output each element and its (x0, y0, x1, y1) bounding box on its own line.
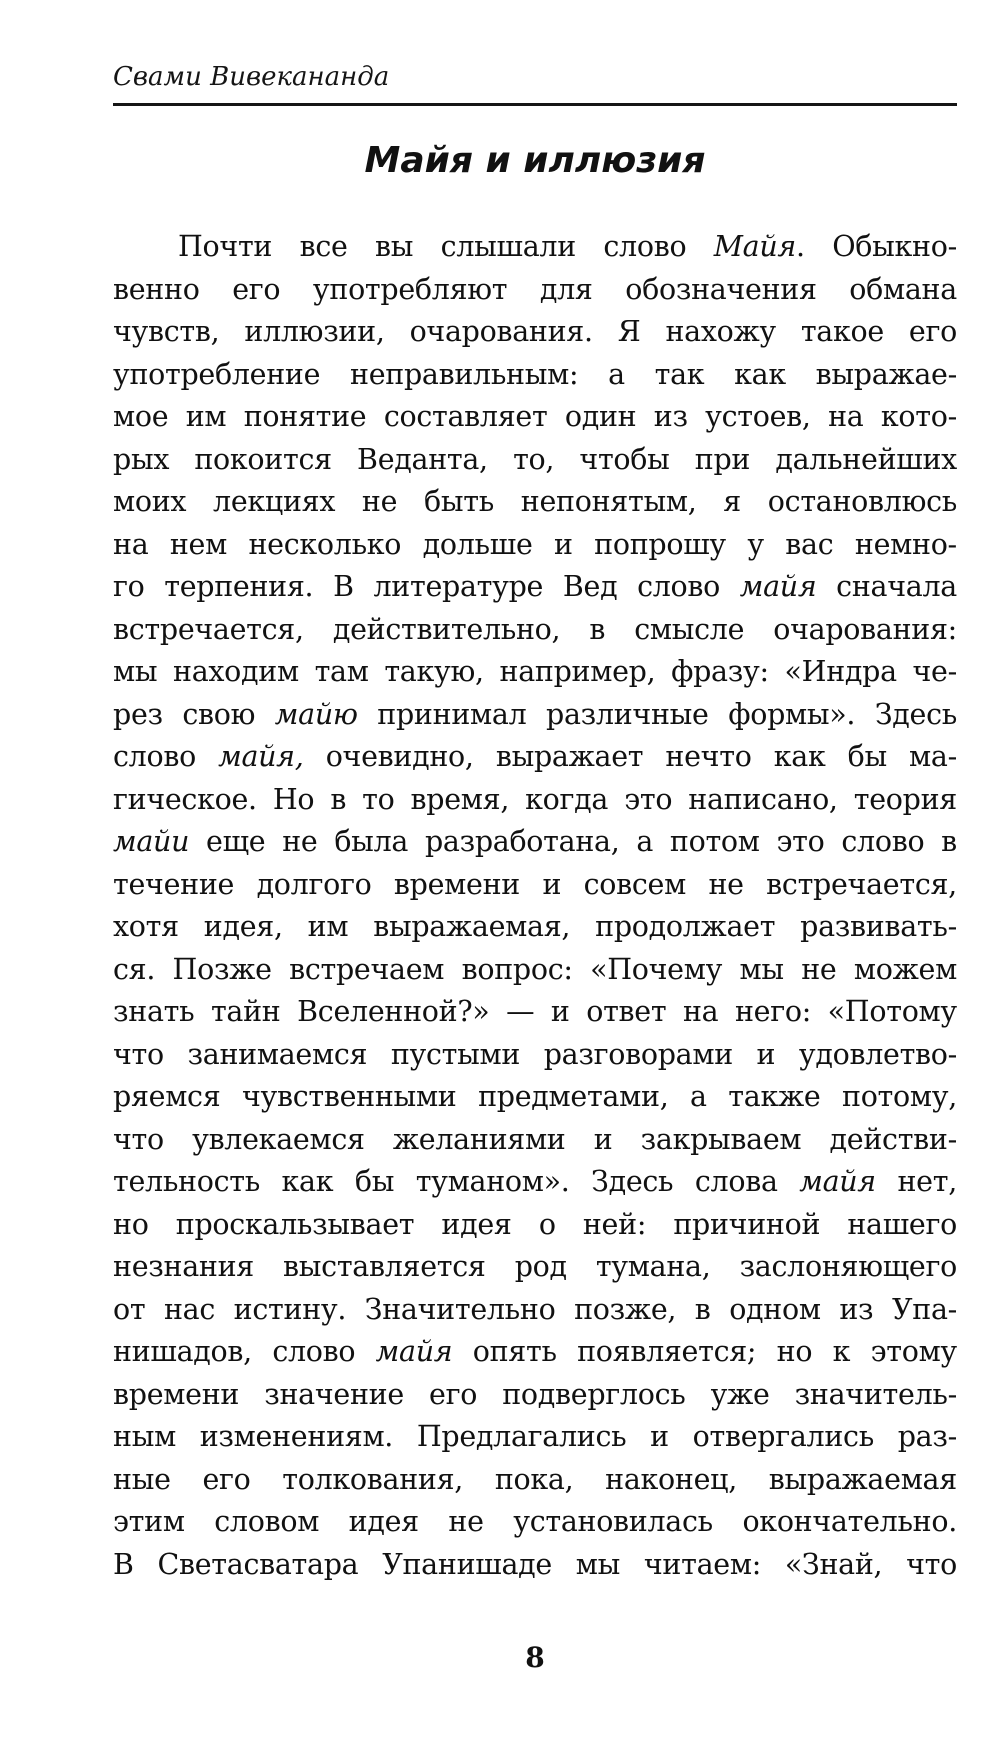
word: попрошу (594, 527, 726, 561)
word: встречается, (766, 867, 957, 901)
word: нечто (665, 740, 752, 773)
word: а (636, 825, 654, 858)
word: совсем (583, 867, 686, 901)
word: нашего (847, 1207, 957, 1241)
word: Вед (562, 570, 618, 603)
word: времени (393, 867, 521, 901)
text-line (113, 269, 957, 312)
word: пустыми (390, 1037, 521, 1071)
word: не (801, 952, 837, 986)
word: и (542, 867, 562, 901)
word: ма- (909, 740, 957, 773)
word: на (682, 995, 719, 1028)
text-line (113, 311, 957, 354)
word: продолжает (595, 910, 776, 943)
word: не (448, 1505, 484, 1538)
word: слово (113, 740, 196, 773)
word: рез (113, 697, 163, 731)
word: в (589, 612, 606, 646)
word: слышали (440, 230, 576, 263)
word: тельность (113, 1165, 260, 1198)
word: от (113, 1292, 146, 1326)
word: теория (853, 782, 957, 816)
word: незнания (113, 1250, 254, 1283)
word: что (113, 1122, 164, 1156)
word: — (506, 995, 535, 1028)
word: смысле (634, 612, 745, 646)
word: для (539, 272, 593, 306)
word: дольше (422, 527, 533, 561)
word: действительно, (332, 612, 561, 646)
word: истину. (233, 1292, 347, 1326)
word: из (839, 1292, 874, 1326)
word: окончательно. (742, 1505, 957, 1538)
word: ряемся (113, 1080, 221, 1113)
word: развивать- (800, 910, 957, 943)
word: него: (734, 995, 812, 1028)
running-head: Свами Вивекананда (113, 62, 390, 92)
word: к (832, 1335, 851, 1368)
word: очевидно, (325, 740, 474, 773)
word: обмана (849, 272, 957, 306)
word: можем (853, 952, 957, 986)
text-line (113, 1204, 957, 1247)
text-line (113, 864, 957, 907)
word: идея (441, 1207, 512, 1241)
word: Но (272, 782, 315, 816)
word: венно (113, 272, 200, 306)
word: остановлюсь (767, 485, 957, 518)
word: «Потому (827, 995, 957, 1028)
word: неправильным: (350, 357, 579, 391)
word: так (654, 357, 705, 391)
text-line (113, 1246, 957, 1289)
word: у (747, 527, 764, 561)
word: непонятым, (520, 485, 697, 518)
body-text (113, 226, 957, 1586)
word: нишадов, (113, 1335, 252, 1368)
word: В (113, 1547, 134, 1581)
word: употребляют (312, 272, 508, 306)
text-line (113, 1289, 957, 1332)
word: различные (546, 697, 709, 731)
word: находим (173, 655, 299, 688)
word: предметами, (478, 1080, 669, 1113)
word: потому, (842, 1080, 957, 1113)
word: мы (575, 1547, 621, 1581)
word: слова (694, 1165, 778, 1198)
word: майя (739, 570, 817, 603)
text-line (113, 524, 957, 567)
word: и (593, 1122, 613, 1156)
word: майя (799, 1165, 876, 1198)
word: при (694, 442, 751, 476)
word: Я (617, 315, 641, 348)
word: о (538, 1207, 556, 1241)
word: слово (841, 825, 925, 858)
text-line (113, 906, 957, 949)
word: очарования: (773, 612, 957, 646)
word: его (232, 272, 281, 306)
word: Значительно (364, 1292, 556, 1326)
text-line (113, 1374, 957, 1417)
word: написано, (688, 782, 838, 816)
word: такое (800, 315, 884, 348)
word: закрываем (640, 1122, 802, 1156)
word: значение (264, 1377, 404, 1411)
word: в (941, 825, 957, 858)
word: также (728, 1080, 821, 1113)
word: и (550, 995, 570, 1028)
word: Здесь (874, 697, 957, 731)
word: слово (272, 1335, 356, 1368)
word: одном (729, 1292, 821, 1326)
word: свою (182, 697, 256, 731)
word: отвергались (692, 1420, 874, 1453)
word: кото- (880, 400, 957, 433)
word: встречается, (113, 612, 304, 646)
word: не (282, 825, 318, 858)
text-line (113, 736, 957, 779)
word: выражаемая (768, 1462, 957, 1496)
word: ся. (113, 952, 156, 986)
word: бы (354, 1165, 395, 1198)
word: на (113, 527, 149, 561)
word (714, 226, 805, 269)
page-number: 8 (525, 1641, 545, 1674)
word: течение (113, 867, 235, 901)
word: Упа- (891, 1292, 957, 1326)
text-line (113, 1416, 957, 1459)
word: вас (785, 527, 834, 561)
text-line (113, 609, 957, 652)
text-line (113, 1119, 957, 1162)
text-line (113, 1331, 957, 1374)
word: род (514, 1250, 567, 1283)
word: го (113, 570, 145, 603)
word: Предлагались (416, 1420, 627, 1453)
word: установилась (513, 1505, 713, 1538)
word: была (334, 825, 409, 858)
text-line (113, 1034, 957, 1077)
text-line (113, 396, 957, 439)
word: раз- (897, 1420, 957, 1453)
word: вы (375, 230, 414, 263)
word: им (307, 910, 349, 943)
word: майю (274, 697, 358, 731)
word: чтобы (579, 442, 670, 476)
word: тайн (210, 995, 281, 1028)
word: хотя (113, 910, 179, 943)
word: майя, (218, 740, 304, 773)
text-line (113, 694, 957, 737)
word: действи- (829, 1122, 957, 1156)
word: мое (113, 400, 169, 433)
word: значитель- (794, 1377, 957, 1411)
word: долгого (256, 867, 372, 901)
text-line (113, 821, 957, 864)
word: такую, (384, 655, 484, 688)
word: я (723, 485, 741, 518)
word: нем (169, 527, 227, 561)
word: составляет (383, 400, 548, 433)
word: Упанишаде (382, 1547, 552, 1581)
word: встречаем (289, 952, 445, 986)
word: еще (206, 825, 266, 858)
word: слово (637, 570, 721, 603)
word: «Почему (590, 952, 723, 986)
punctuation: . (795, 230, 805, 263)
word: причиной (673, 1207, 821, 1241)
word: и (650, 1420, 669, 1453)
word: «Индра (784, 655, 897, 688)
word: но (113, 1207, 149, 1241)
word: все (299, 230, 348, 263)
word: Здесь (591, 1165, 674, 1198)
word: разговорами (543, 1037, 733, 1071)
word: как (281, 1165, 334, 1198)
word: это (624, 782, 673, 816)
word: удовлетво- (798, 1037, 957, 1071)
word: Почти (178, 230, 273, 263)
word: разработана, (424, 825, 620, 858)
word: что (906, 1547, 957, 1581)
word: это (776, 825, 825, 858)
word: но (776, 1335, 813, 1368)
text-line (113, 1076, 957, 1119)
word: литературе (373, 570, 544, 603)
word: в (330, 782, 347, 816)
word: очарования. (409, 315, 593, 348)
word: из (653, 400, 688, 433)
word: Вселенной?» (297, 995, 490, 1028)
word: терпения. (164, 570, 314, 603)
word: майи (113, 825, 190, 858)
text-line (113, 226, 957, 269)
word: его (429, 1377, 478, 1411)
word: выражаемая, (373, 910, 571, 943)
word: дальнейших (775, 442, 957, 476)
word: несколько (248, 527, 402, 561)
word: туманом». (415, 1165, 570, 1198)
word: этому (870, 1335, 957, 1368)
word: мы (739, 952, 784, 986)
text-line (113, 1161, 957, 1204)
word: Веданта, (357, 442, 488, 476)
text-line (113, 779, 957, 822)
word: потом (669, 825, 760, 858)
text-line (113, 991, 957, 1034)
word: формы». (728, 697, 856, 731)
word: понятие (243, 400, 367, 433)
word: покоится (194, 442, 332, 476)
word: подверглось (502, 1377, 686, 1411)
word: проскальзывает (175, 1207, 415, 1241)
word: вопрос: (461, 952, 573, 986)
word: майя (375, 1335, 453, 1368)
word: выражает (495, 740, 644, 773)
word: ным (113, 1420, 176, 1453)
word: как (773, 740, 826, 773)
word: мы (113, 655, 158, 688)
text-line (113, 1544, 957, 1587)
word: уже (710, 1377, 770, 1411)
word: этим (113, 1505, 185, 1538)
word: выражае- (815, 357, 957, 391)
word: его (202, 1462, 251, 1496)
word: нахожу (665, 315, 776, 348)
word: на (828, 400, 864, 433)
word: слово (603, 230, 687, 263)
word: и (553, 527, 573, 561)
word: принимал (377, 697, 527, 731)
word: обозначения (625, 272, 817, 306)
word: наконец, (605, 1462, 737, 1496)
word: а (690, 1080, 707, 1113)
word: как (734, 357, 786, 391)
word: фразу: (671, 655, 769, 688)
word: сначала (836, 570, 957, 603)
word: то, (513, 442, 555, 476)
word-part: Майя (713, 230, 796, 263)
word: заслоняющего (739, 1250, 957, 1283)
word: Обыкно- (832, 230, 957, 263)
header-rule (113, 103, 957, 106)
word: не (708, 867, 744, 901)
word: не (361, 485, 398, 518)
word: знать (113, 995, 195, 1028)
text-line (113, 439, 957, 482)
text-line (113, 566, 957, 609)
word: идея (348, 1505, 419, 1538)
word: Светасватара (157, 1547, 359, 1581)
text-line (113, 651, 957, 694)
word: чувств, (113, 315, 220, 348)
word: и (756, 1037, 776, 1071)
word: гическое. (113, 782, 257, 816)
chapter-title: Майя и иллюзия (364, 140, 706, 181)
word: то (362, 782, 395, 816)
word: моих (113, 485, 187, 518)
word: ней: (582, 1207, 647, 1241)
word: толкования, (282, 1462, 464, 1496)
text-line (113, 354, 957, 397)
word: употребление (113, 357, 321, 391)
word: устоев, (705, 400, 811, 433)
word: рых (113, 442, 170, 476)
word: времени (113, 1377, 240, 1411)
word: ные (113, 1462, 171, 1496)
word: изменениям. (199, 1420, 394, 1453)
word: словом (214, 1505, 320, 1538)
word: когда (525, 782, 609, 816)
word: читаем: (643, 1547, 762, 1581)
word: че- (912, 655, 957, 688)
word: немно- (854, 527, 957, 561)
word: занимаемся (187, 1037, 368, 1071)
word: В (333, 570, 354, 603)
text-line (113, 949, 957, 992)
word: в (694, 1292, 711, 1326)
word: иллюзии, (244, 315, 385, 348)
word: опять (472, 1335, 557, 1368)
word: пока, (494, 1462, 574, 1496)
word: увлекаемся (192, 1122, 365, 1156)
word: чувственными (241, 1080, 457, 1113)
word: ответ (586, 995, 667, 1028)
word: лекциях (213, 485, 336, 518)
word: один (564, 400, 637, 433)
word: «Знай, (784, 1547, 883, 1581)
word: его (908, 315, 957, 348)
word: быть (424, 485, 494, 518)
word: время, (410, 782, 510, 816)
word: бы (847, 740, 887, 773)
word: выставляется (283, 1250, 486, 1283)
word: появляется; (577, 1335, 757, 1368)
word: а (608, 357, 625, 391)
word: там (314, 655, 369, 688)
text-line (113, 1459, 957, 1502)
word: им (185, 400, 227, 433)
word: позже, (574, 1292, 677, 1326)
word: идея, (203, 910, 283, 943)
word: желаниями (392, 1122, 566, 1156)
word: например, (499, 655, 656, 688)
word: Позже (172, 952, 272, 986)
word: что (113, 1037, 164, 1071)
text-line (113, 481, 957, 524)
word: нас (163, 1292, 216, 1326)
text-line (113, 1501, 957, 1544)
word: нет, (897, 1165, 957, 1198)
word: тумана, (595, 1250, 711, 1283)
